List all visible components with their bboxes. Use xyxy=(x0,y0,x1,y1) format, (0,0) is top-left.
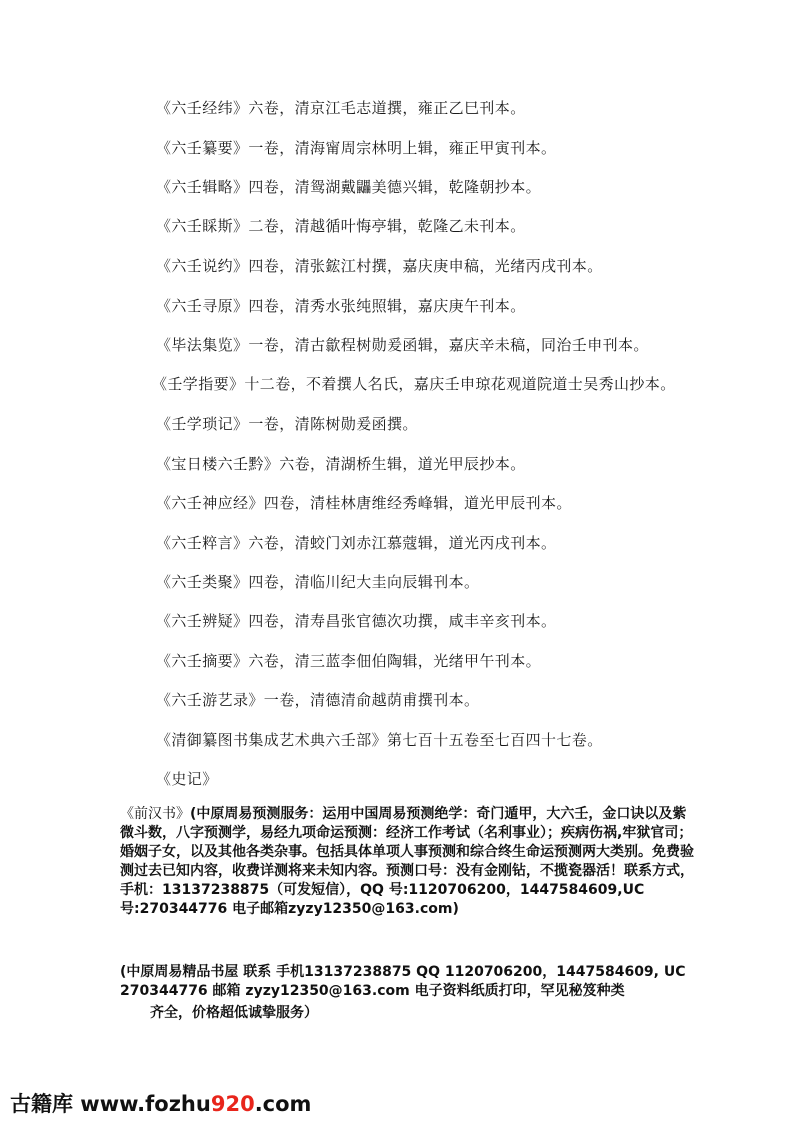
watermark-prefix: 古籍库 www.fozhu xyxy=(10,1092,211,1116)
catalog-entry: 《毕法集览》一卷，清古歙程树勋爰函辑，嘉庆辛未稿，同治壬申刊本。 xyxy=(156,336,649,354)
watermark-suffix: .com xyxy=(254,1092,312,1116)
ad-body: (中原周易预测服务：运用中国周易预测绝学：奇门遁甲，大六壬，金口诀以及紫微斗数，八字预测学，易经九项命运预测：经济工作考试（名利事业）；疾病伤祸,牢狱官司；婚姻子女，以及其他各类杂事。包括具体单项人事预测和综合终生命运预测两大类别。免费验测过去已知内容，收费详测将来未知内容。预测口号：没有金刚钻，不揽瓷器活！联系方式，手机：13137238875（可发短信），QQ 号:1120706200，1447584609,UC 号:270344776 电子邮箱zyzy12350@163.com) xyxy=(120,806,694,917)
bookstore-contact: (中原周易精品书屋 联系 手机13137238875 QQ 1120706200，1447584609, UC 270344776 邮箱 zyzy12350@163.com 电子资料纸质打印，罕见秘笈种类 xyxy=(120,964,686,999)
advertisement-block xyxy=(120,805,695,919)
catalog-entry: 《清御纂图书集成艺术典六壬部》第七百十五卷至七百四十七卷。 xyxy=(156,731,603,749)
catalog-entry: 《六壬游艺录》一卷，清德清俞越荫甫撰刊本。 xyxy=(156,691,480,709)
catalog-entry: 《六壬辨疑》四卷，清寿昌张官德次功撰，咸丰辛亥刊本。 xyxy=(156,612,557,630)
catalog-entry: 《六壬寻原》四卷，清秀水张纯照辑，嘉庆庚午刊本。 xyxy=(156,297,526,315)
watermark-highlight: 920 xyxy=(210,1092,255,1116)
catalog-entry: 《六壬说约》四卷，清张鋐江村撰，嘉庆庚申稿，光绪丙戌刊本。 xyxy=(156,257,603,275)
catalog-entry: 《六壬睬斯》二卷，清越循叶悔亭辑，乾隆乙未刊本。 xyxy=(156,217,526,235)
catalog-entry: 《六壬粹言》六卷，清蛟门刘赤江慕蔻辑，道光丙戌刊本。 xyxy=(156,534,557,552)
ad-lead-title: 《前汉书》 xyxy=(120,806,190,822)
catalog-entry: 《六壬类聚》四卷，清临川纪大圭向辰辑刊本。 xyxy=(156,573,480,591)
catalog-entry: 《六壬摘要》六卷，清三蓝李佃伯陶辑，光绪甲午刊本。 xyxy=(156,652,542,670)
catalog-entry: 《六壬经纬》六卷，清京江毛志道撰，雍正乙巳刊本。 xyxy=(156,99,526,117)
bookstore-tagline: 齐全，价格超低诚挚服务） xyxy=(150,1005,318,1021)
catalog-entry: 《六壬辑略》四卷，清鸳湖戴鼺美德兴辑，乾隆朝抄本。 xyxy=(156,178,542,196)
catalog-entry: 《宝日楼六壬黔》六卷，清湖桥生辑，道光甲辰抄本。 xyxy=(156,455,526,473)
catalog-entry: 《六壬纂要》一卷，清海甯周宗林明上辑，雍正甲寅刊本。 xyxy=(156,139,557,157)
catalog-entry: 《史记》 xyxy=(156,770,218,788)
site-watermark xyxy=(10,1088,311,1118)
catalog-entry: 《壬学琐记》一卷，清陈树勋爰函撰。 xyxy=(156,415,418,433)
catalog-entry: 《壬学指要》十二卷，不着撰人名氏，嘉庆壬申琼花观道院道士吴秀山抄本。 xyxy=(152,375,676,393)
catalog-entry: 《六壬神应经》四卷，清桂林唐维经秀峰辑，道光甲辰刊本。 xyxy=(156,494,572,512)
